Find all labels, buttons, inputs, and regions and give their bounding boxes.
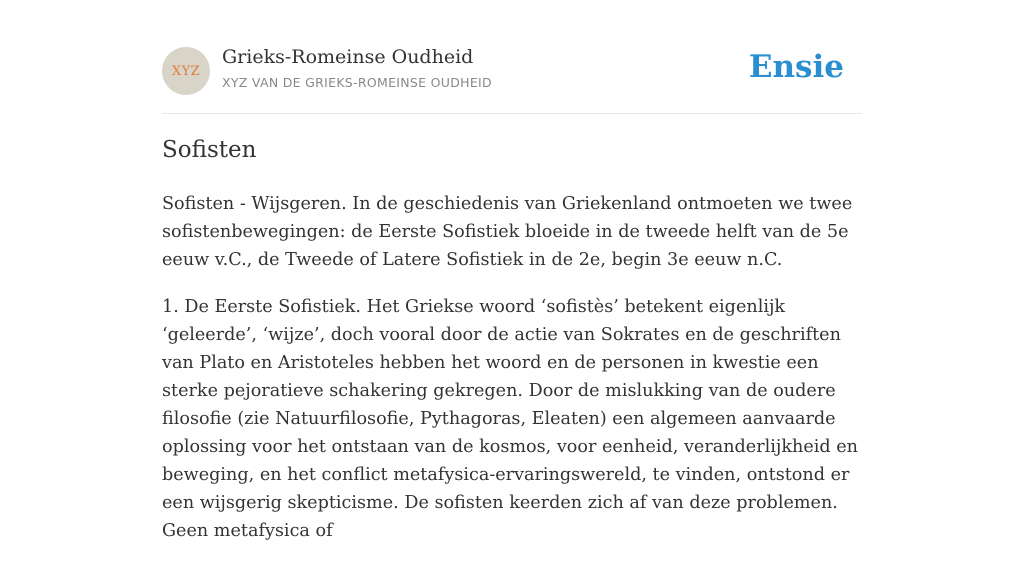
publication-avatar[interactable]: XYZ [162, 47, 210, 95]
publication-subtitle: XYZ VAN DE GRIEKS-ROMEINSE OUDHEID [222, 75, 492, 90]
article-paragraph: Sofisten - Wijsgeren. In de geschiedenis van Griekenland ontmoeten we twee sofistenbewegingen: de Eerste Sofistiek bloeide in de tweede helft van de 5e eeuw v.C., de Tweede of Latere Sofistiek in de 2e, begin 3e eeuw n.C. [162, 194, 853, 270]
header-divider [162, 113, 862, 114]
article-body [162, 190, 862, 564]
article-title: Sofisten [162, 137, 257, 163]
article-paragraph: 1. De Eerste Sofistiek. Het Griekse woord ‘sofistès’ betekent eigenlijk ‘geleerde’, ‘wijze’, doch vooral door de actie van Sokrates en de geschriften van Plato en Aristoteles hebben het woord en de personen in kwestie een sterke pejoratieve schakering gekregen. Door de mislukking van de oudere filosofie (zie Natuurfilosofie, Pythagoras, Eleaten) een algemeen aanvaarde oplossing voor het ontstaan van de kosmos, voor eenheid, veranderlijkheid en beweging, en het conflict metafysica-ervaringswereld, te vinden, ontstond er een wijsgerig skepticisme. De sofisten keerden zich af van deze problemen. Geen metafysica of [162, 297, 858, 541]
header [162, 44, 862, 96]
publication-title[interactable]: Grieks-Romeinse Oudheid [222, 46, 474, 68]
ensie-logo[interactable]: Ensie [748, 49, 844, 85]
